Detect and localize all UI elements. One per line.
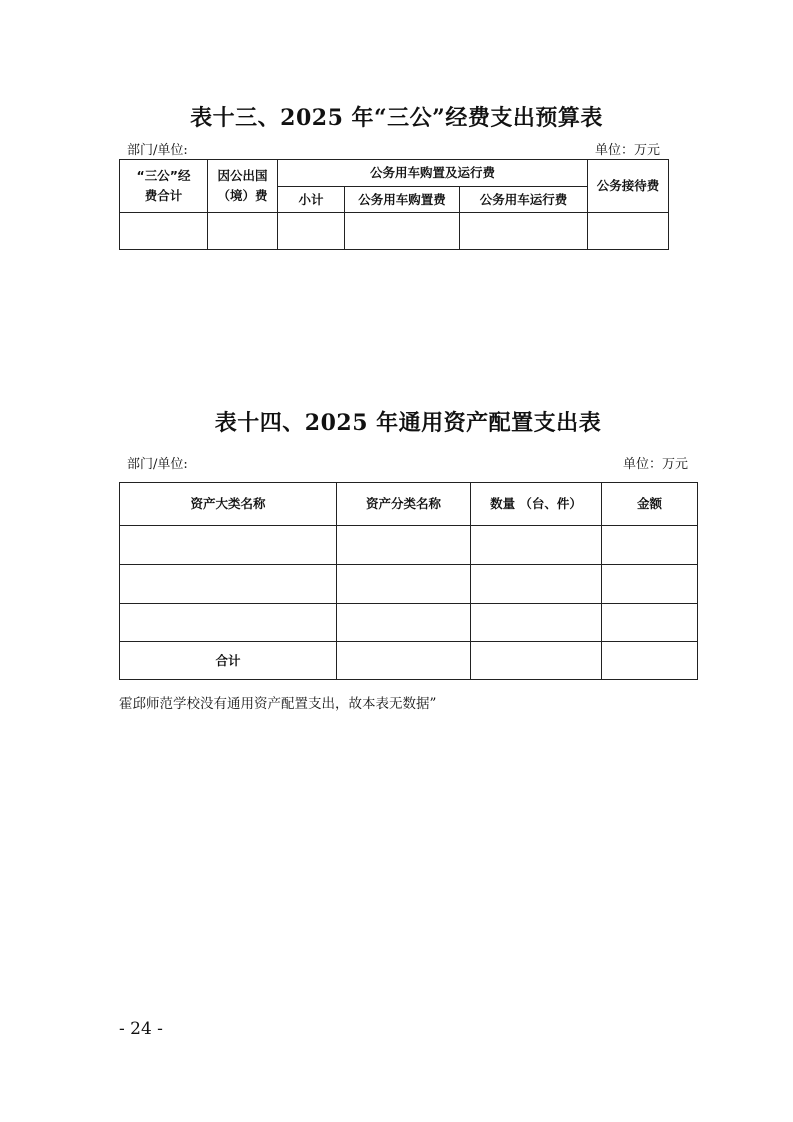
- table-cell: [208, 213, 278, 250]
- table-cell: [120, 604, 337, 642]
- table-cell: [460, 213, 588, 250]
- table-cell: [120, 526, 337, 565]
- table13-title: 表十三、2025 年“三公”经费支出预算表: [190, 105, 603, 131]
- header-vehicle-purchase: 公务用车购置费: [345, 187, 460, 213]
- table-cell: [345, 213, 460, 250]
- table14: [119, 482, 698, 680]
- table-cell: [337, 565, 471, 604]
- header-vehicle-operation: 公务用车运行费: [460, 187, 588, 213]
- table-cell: [337, 526, 471, 565]
- header-subtotal: 小计: [278, 187, 345, 213]
- header-sangong-total: “三公”经 费合计: [120, 160, 208, 213]
- table-cell: [588, 213, 669, 250]
- header-quantity: 数量 （台、件）: [471, 483, 602, 526]
- table-cell: [337, 642, 471, 680]
- header-abroad: 因公出国 （境）费: [208, 160, 278, 213]
- table-row: [120, 213, 669, 250]
- table13-dept-label: 部门/单位:: [127, 143, 188, 158]
- table14-note: 霍邱师范学校没有通用资产配置支出，故本表无数据”: [119, 696, 437, 712]
- table-cell: [337, 604, 471, 642]
- table-cell: [120, 213, 208, 250]
- table14-unit-label: 单位：万元: [623, 457, 689, 472]
- table-cell: [278, 213, 345, 250]
- table-cell: [471, 526, 602, 565]
- page-number: - 24 -: [119, 1019, 163, 1039]
- table-row: [120, 565, 698, 604]
- header-amount: 金额: [602, 483, 698, 526]
- table-cell: [602, 526, 698, 565]
- header-asset-class: 资产分类名称: [337, 483, 471, 526]
- header-asset-category: 资产大类名称: [120, 483, 337, 526]
- table-cell: [602, 565, 698, 604]
- table-cell: [602, 642, 698, 680]
- table-row: [120, 604, 698, 642]
- table14-title: 表十四、2025 年通用资产配置支出表: [214, 410, 602, 436]
- table-cell: [471, 565, 602, 604]
- total-label: 合计: [120, 642, 337, 680]
- table14-dept-label: 部门/单位:: [127, 457, 188, 472]
- total-row: [120, 642, 698, 680]
- table-row: [120, 526, 698, 565]
- table13-unit-label: 单位：万元: [595, 143, 661, 158]
- header-reception: 公务接待费: [588, 160, 669, 213]
- header-vehicle-group: 公务用车购置及运行费: [278, 160, 588, 187]
- table13: [119, 159, 669, 250]
- table-cell: [471, 604, 602, 642]
- table-cell: [602, 604, 698, 642]
- table-cell: [471, 642, 602, 680]
- table-cell: [120, 565, 337, 604]
